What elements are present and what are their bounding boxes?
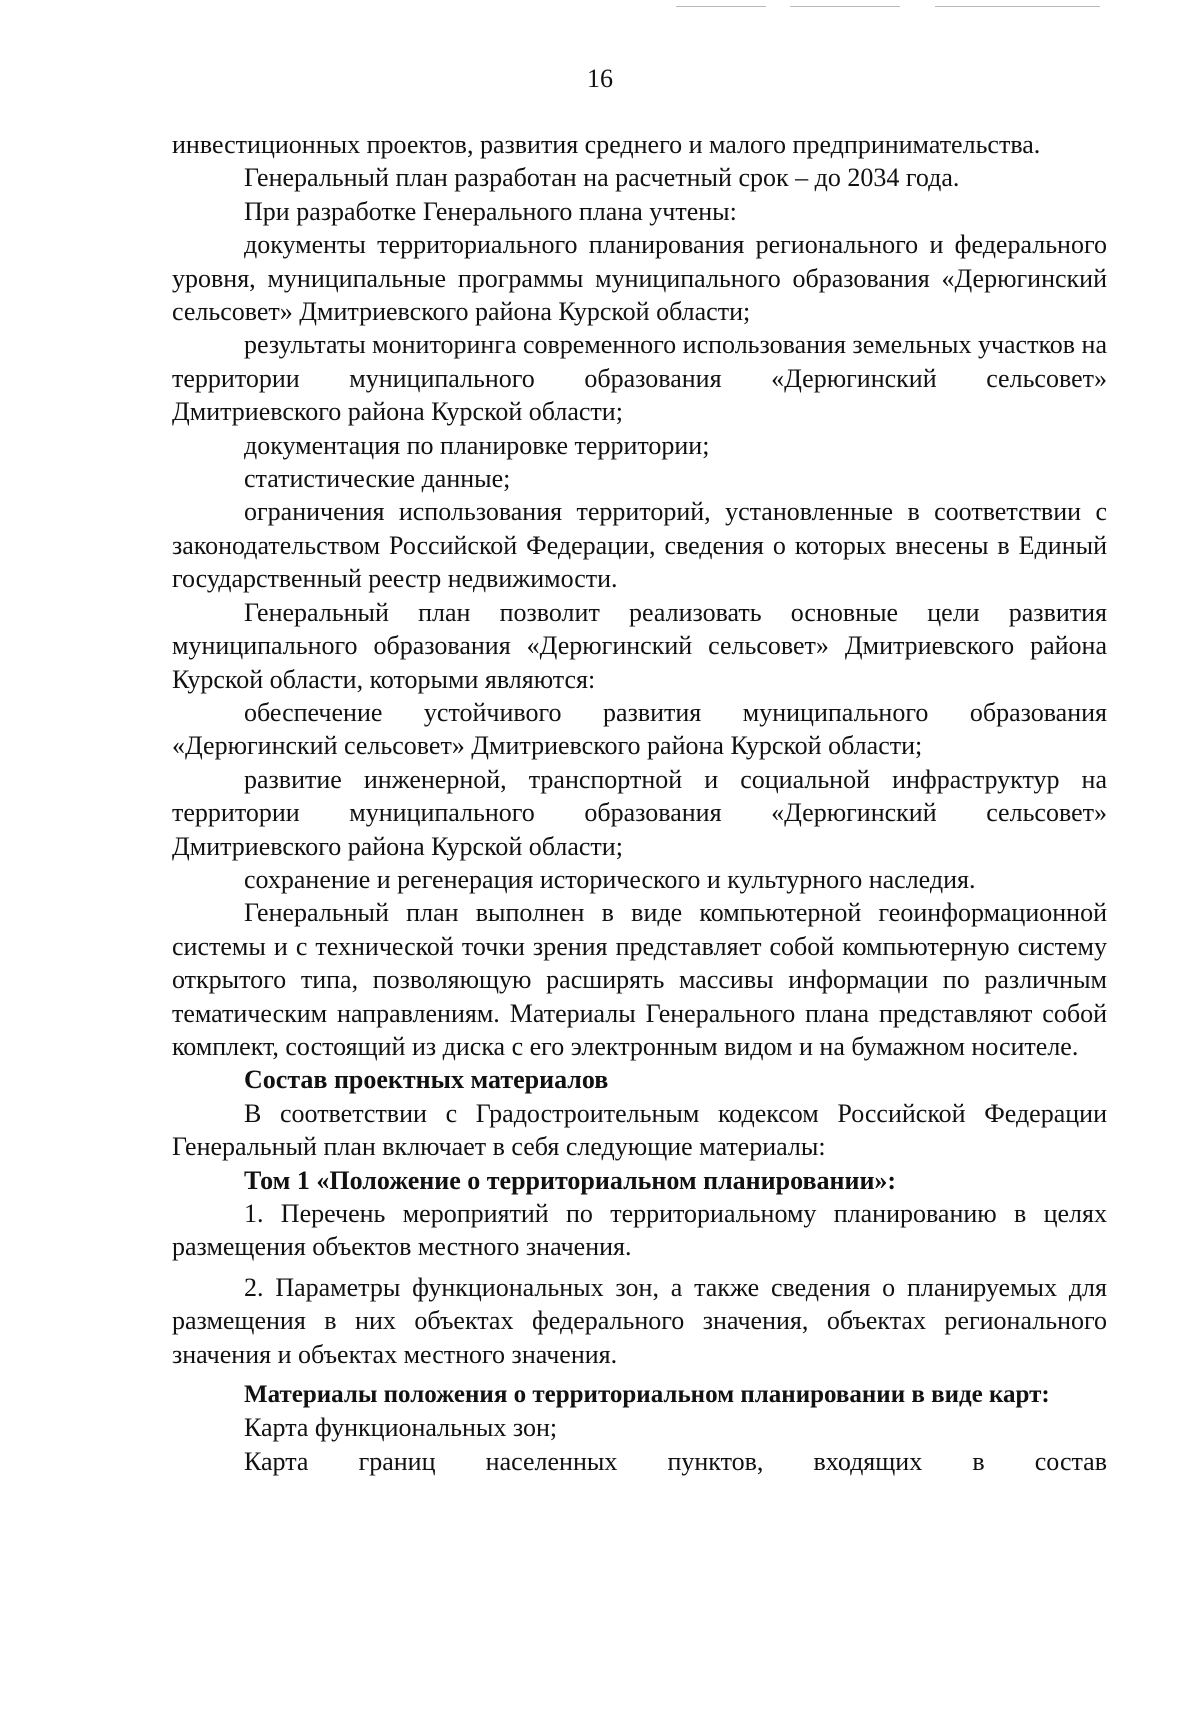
paragraph: Генеральный план позволит реализовать основные цели развития муниципального образования «Дерюгинский сельсовет» Дмитриевского района Курской области, которыми являются: [172,597,1107,694]
document-body [172,128,1107,1478]
paragraph: Генеральный план разработан на расчетный срок – до 2034 года. [244,163,960,193]
volume-heading: Том 1 «Положение о территориальном планировании»: [244,1165,897,1195]
list-item: сохранение и регенерация исторического и культурного наследия. [244,864,976,894]
section-heading: Состав проектных материалов [244,1065,609,1095]
list-item: документация по планировке территории; [244,430,710,460]
page-number: 16 [587,64,613,93]
list-item: Карта функциональных зон; [244,1413,558,1443]
paragraph: При разработке Генерального плана учтены: [244,196,737,226]
scan-artifact [676,6,766,7]
list-item: результаты мониторинга современного использования земельных участков на территории муниципального образования «Дерюгинский сельсовет» Дмитриевского района Курской области; [172,330,1108,427]
numbered-item: 1. Перечень мероприятий по территориальному планированию в целях размещения объектов местного значения. [172,1199,1107,1262]
paragraph: инвестиционных проектов, развития среднего и малого предпринимательства. [172,130,1041,159]
list-item: статистические данные; [244,464,511,494]
list-item: обеспечение устойчивого развития муниципального образования «Дерюгинский сельсовет» Дмитриевского района Курской области; [172,697,1107,761]
list-item: документы территориального планирования регионального и федерального уровня, муниципальные программы муниципального образования «Дерюгинский сельсовет» Дмитриевского района Курской области; [172,230,1107,327]
list-item: Карта границ населенных пунктов, входящих в состав [244,1446,1107,1476]
scan-artifact [935,6,1100,7]
paragraph: Генеральный план выполнен в виде компьютерной геоинформационной системы и с технической точки зрения представляет собой компьютерную систему открытого типа, позволяющую расширять массивы информации по различным тематическим направлениям. Материалы Генерального плана представляют собой комплект, состоящий из диска с его электронным видом и на бумажном носителе. [172,898,1107,1061]
paragraph: В соответствии с Градостроительным кодексом Российской Федерации Генеральный план включает в себя следующие материалы: [172,1098,1107,1162]
scan-artifact [790,6,900,7]
subsection-heading: Материалы положения о территориальном планировании в виде карт: [244,1381,1050,1409]
numbered-item: 2. Параметры функциональных зон, а также сведения о планируемых для размещения в них объектах федерального значения, объектах регионального значения и объектах местного значения. [172,1272,1107,1369]
list-item: развитие инженерной, транспортной и социальной инфраструктур на территории муниципального образования «Дерюгинский сельсовет» Дмитриевского района Курской области; [172,764,1107,861]
list-item: ограничения использования территорий, установленные в соответствии с законодательством Российской Федерации, сведения о которых внесены в Единый государственный реестр недвижимости. [172,497,1107,594]
